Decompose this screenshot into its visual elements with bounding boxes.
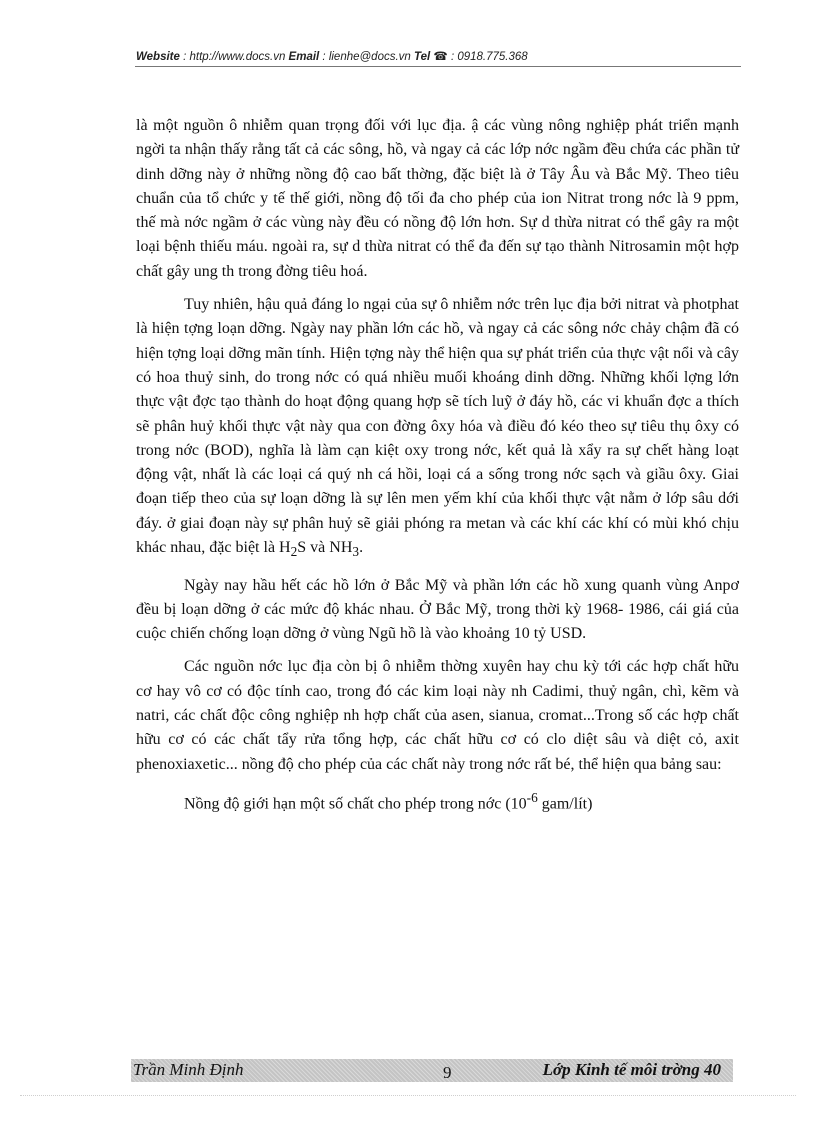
email-address[interactable]: : lienhe@docs.vn — [319, 51, 415, 63]
paragraph-2-end: . — [359, 539, 364, 557]
page-bottom-divider — [20, 1095, 796, 1096]
email-label: Email — [288, 51, 320, 63]
paragraph-1: là một nguồn ô nhiễm quan trọng đối với lục địa. ậ các vùng nông nghiệp phát triển mạnh ngời ta nhận thấy rằng tất cả các sông, hồ, và ngay cả các lớp nớc ngầm đều chứa các phần tử dinh dỡng này ở những nồng độ cao bất thờng, đặc biệt là ở Tây Âu và Bắc Mỹ. Theo tiêu chuẩn của tổ chức y tế thế giới, nồng độ tối đa cho phép của ion Nitrat trong nớc là 9 ppm, thế mà nớc ngầm ở các vùng này đều có nồng độ lớn hơn. Sự d thừa nitrat có thể gây ra một loại bệnh thiếu máu. ngoài ra, sự d thừa nitrat có thể đa đến sự tạo thành Nitrosamin một hợp chất gây ung th trong đờng tiêu hoá. — [136, 117, 739, 280]
nh3-subscript: 3 — [352, 544, 360, 560]
paragraph-2-text-cont: S và NH — [297, 539, 353, 557]
paragraph-3: Ngày nay hầu hết các hồ lớn ở Bắc Mỹ và phần lớn các hồ xung quanh vùng Anpơ đều bị loạn dỡng ở các mức độ khác nhau. Ở Bắc Mỹ, trong thời kỳ 1968- 1986, cái giá của cuộc chiến chống loạn dỡng ở vùng Ngũ hồ là vào khoảng 10 tỷ USD. — [136, 576, 739, 643]
table-caption — [136, 786, 739, 817]
header-divider — [135, 66, 741, 67]
page-footer — [131, 1059, 733, 1082]
paragraph-4: Các nguồn nớc lục địa còn bị ô nhiễm thờng xuyên hay chu kỳ tới các hợp chất hữu cơ hay vô cơ có độc tính cao, trong đó các kim loại này nh Cadimi, thuỷ ngân, chì, kẽm và natri, các chất độc công nghiệp nh hợp chất của asen, sianua, cromat...Trong số các hợp chất hữu cơ có các chất tẩy rửa tổng hợp, các chất hữu cơ có clo diệt sâu và diệt cỏ, axit phenoxiaxetic... nồng độ cho phép của các chất này trong nớc rất bé, thể hiện qua bảng sau: — [136, 658, 739, 773]
website-url[interactable]: : http://www.docs.vn — [179, 51, 289, 63]
page-header — [136, 49, 741, 63]
phone-icon: ☎ — [433, 51, 448, 63]
footer-class-name: Lớp Kinh tế môi trờng 40 — [542, 1060, 721, 1079]
page-number: 9 — [443, 1063, 452, 1082]
table-caption-unit: gam/lít) — [537, 795, 593, 813]
tel-label: Tel — [414, 51, 431, 63]
document-body — [136, 114, 739, 826]
footer-author: Trần Minh Định — [133, 1060, 244, 1079]
website-label: Website — [136, 51, 180, 63]
paragraph-2-text: Tuy nhiên, hậu quả đáng lo ngại của sự ô nhiễm nớc trên lục địa bởi nitrat và photphat là hiện tợng loạn dỡng. Ngày nay phần lớn các hồ, và ngay cả các sông nớc chảy chậm đã có hiện tợng loại dỡng mãn tính. Hiện tợng này thể hiện qua sự phát triển của thực vật nổi và cây có hoa thuỷ sinh, do trong nớc có quá nhiều muối khoáng dinh dỡng. Những khối lợng lớn thực vật đợc tạo thành do hoạt động quang hợp sẽ tích luỹ ở đáy hồ, các vi khuẩn đợc a thích sẽ phân huỷ khối thực vật này qua con đờng ôxy hóa và điều đó kéo theo sự tiêu thụ ôxy có trong nớc (BOD), nghĩa là làm cạn kiệt oxy trong nớc, kết quả là xẩy ra sự chết hàng loạt động vật, nhất là các loại cá quý nh cá hồi, loại cá a sống trong nớc sạch và giầu ôxy. Giai đoạn tiếp theo của sự loạn dỡng là sự lên men yếm khí của khối thực vật nằm ở lớp sâu dới đáy. ở giai đoạn này sự phân huỷ sẽ giải phóng ra metan và các khí các khí có mùi khó chịu khác nhau, đặc biệt là H — [136, 296, 739, 557]
paragraph-2 — [136, 293, 739, 564]
table-caption-text: Nồng độ giới hạn một số chất cho phép trong nớc (10 — [184, 795, 527, 813]
h2s-subscript: 2 — [290, 544, 298, 560]
exponent-superscript: -6 — [526, 789, 538, 805]
tel-number: : 0918.775.368 — [447, 51, 528, 63]
